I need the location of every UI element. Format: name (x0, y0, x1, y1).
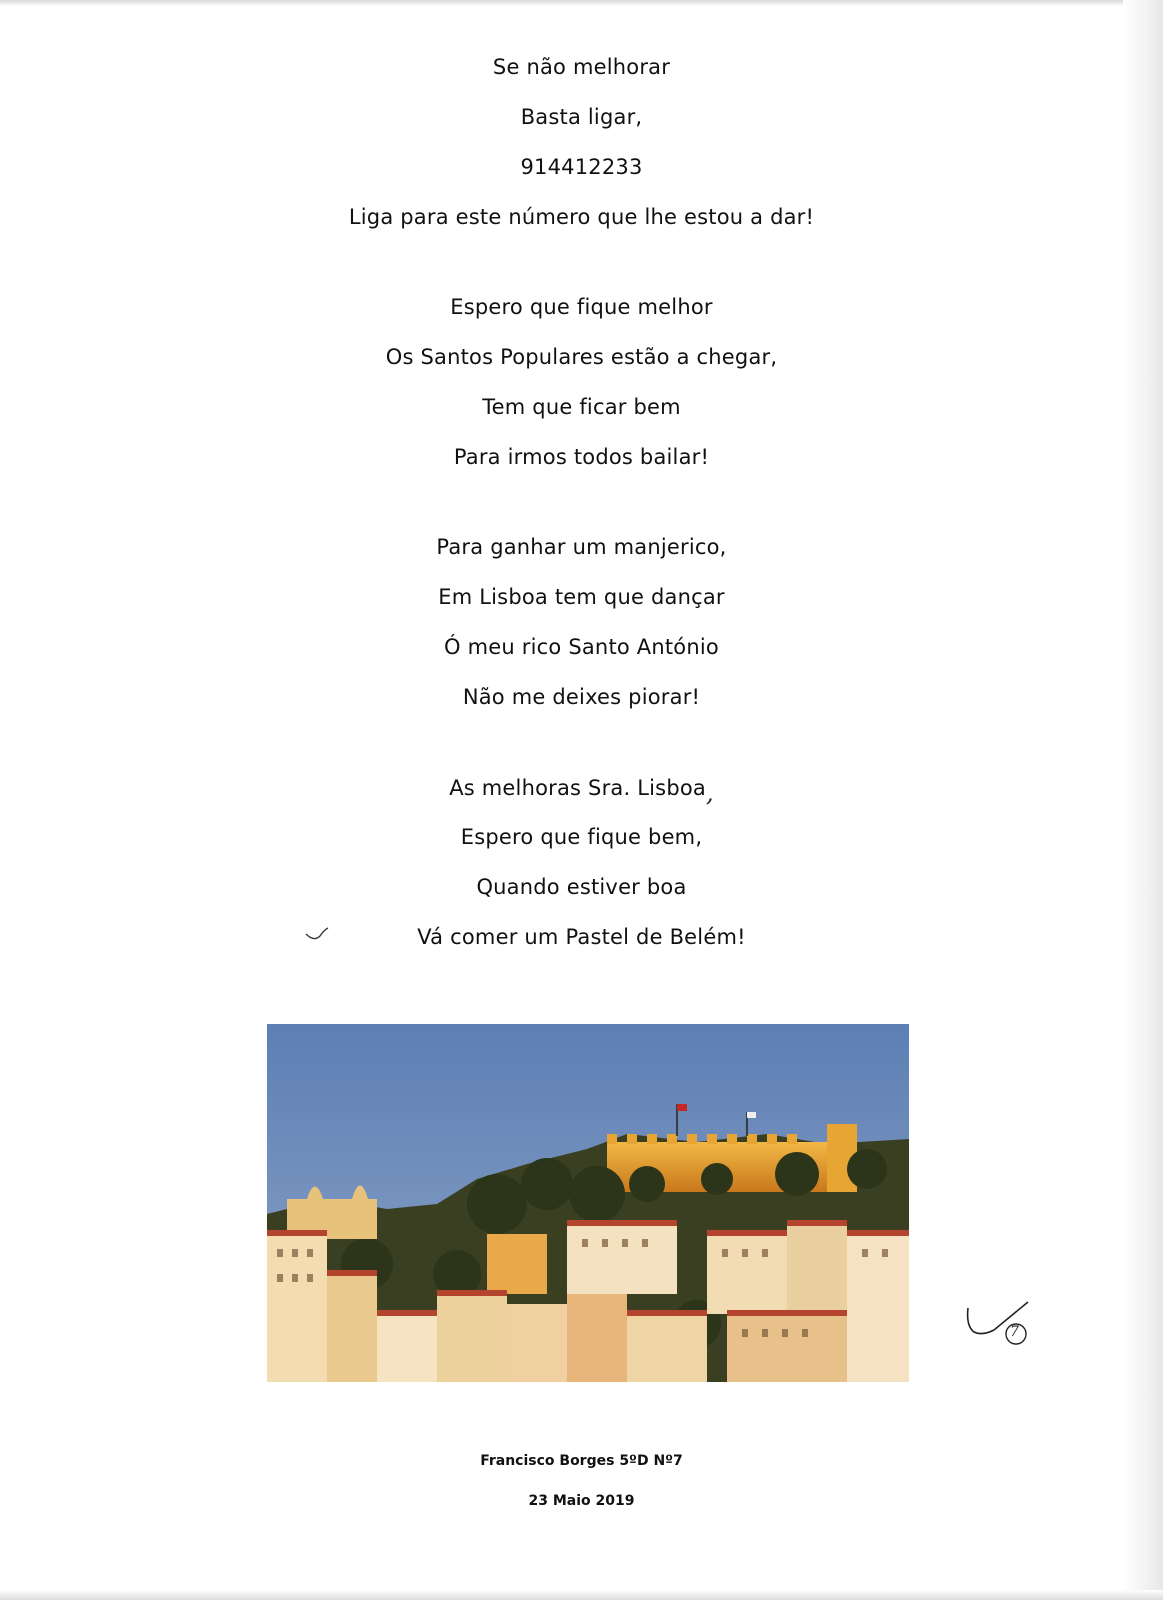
poem-line: Para irmos todos bailar! (453, 445, 710, 469)
poem-line: Tem que ficar bem (482, 395, 681, 419)
poem-line: Se não melhorar (492, 55, 671, 79)
footer (0, 1446, 1163, 1526)
poem-line (0, 762, 1163, 812)
poem-line: Os Santos Populares estão a chegar, (385, 345, 778, 369)
lisbon-castle-photo (267, 1024, 909, 1382)
grade-number: 7 (1010, 1324, 1019, 1340)
handwritten-comma: , (705, 779, 714, 807)
poem-line: Espero que fique bem, (460, 825, 703, 849)
poem-line: Vá comer um Pastel de Belém! (417, 925, 746, 949)
stanza-3 (0, 522, 1163, 722)
lisbon-photo-svg (267, 1024, 909, 1382)
pen-tick-mark (304, 924, 334, 944)
poem-line: Espero que fique melhor (450, 295, 713, 319)
stanza-4 (0, 762, 1163, 962)
stanza-1 (0, 42, 1163, 242)
author-line: Francisco Borges 5ºD Nº7 (480, 1453, 683, 1469)
scan-edge-top (0, 0, 1163, 6)
poem-line: Não me deixes piorar! (462, 685, 701, 709)
poem-line: Basta ligar, (520, 105, 643, 129)
poem-line: Quando estiver boa (476, 875, 687, 899)
check-mark-icon (964, 1300, 1034, 1350)
grade-mark (964, 1300, 1034, 1350)
poem-line: 914412233 (520, 155, 643, 179)
scan-edge-bottom (0, 1590, 1163, 1600)
poem-line: Ó meu rico Santo António (444, 635, 719, 659)
poem-line-text: As melhoras Sra. Lisboa (449, 776, 706, 800)
poem-line: Em Lisboa tem que dançar (438, 585, 725, 609)
poem-line: Para ganhar um manjerico, (436, 535, 727, 559)
poem (0, 42, 1163, 1002)
stanza-2 (0, 282, 1163, 482)
date-line: 23 Maio 2019 (528, 1493, 635, 1509)
poem-line: Liga para este número que lhe estou a dar! (348, 205, 815, 229)
